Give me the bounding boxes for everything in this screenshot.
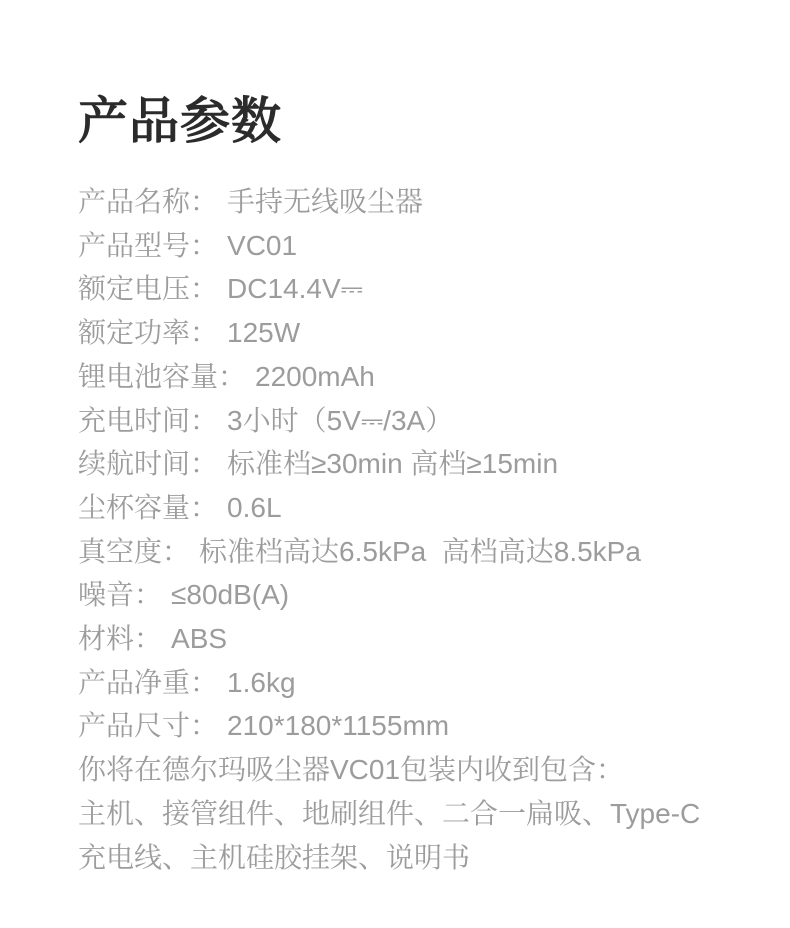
spec-row-dimensions — [78, 704, 740, 748]
spec-value: 2200mAh — [255, 360, 375, 392]
spec-row-vacuum-degree — [78, 530, 740, 574]
package-contents-line-2: 充电线、主机硅胶挂架、说明书 — [78, 841, 471, 873]
spec-label: 真空度： — [78, 535, 191, 567]
spec-row-noise — [78, 573, 740, 617]
spec-value: 3小时（5V⎓/3A） — [227, 404, 454, 436]
spec-label: 锂电池容量： — [78, 360, 247, 392]
spec-row-model — [78, 224, 740, 268]
spec-label: 额定电压： — [78, 273, 219, 305]
spec-label: 产品名称： — [78, 186, 219, 217]
spec-label: 产品型号： — [78, 229, 219, 261]
spec-value: 210*180*1155mm — [227, 710, 450, 742]
spec-row-charge-time — [78, 399, 740, 443]
spec-row-product-name — [78, 180, 740, 224]
spec-value: 标准档高达6.5kPa 高档高达8.5kPa — [199, 535, 641, 567]
spec-label: 材料： — [78, 623, 163, 655]
spec-row-net-weight — [78, 661, 740, 705]
spec-value: ABS — [171, 623, 228, 655]
spec-label: 产品净重： — [78, 666, 219, 698]
spec-value: 手持无线吸尘器 — [227, 186, 424, 217]
spec-row-rated-power — [78, 311, 740, 355]
spec-row-dust-cup-capacity — [78, 486, 740, 530]
spec-label: 续航时间： — [78, 448, 219, 480]
spec-label: 噪音： — [78, 579, 163, 611]
spec-row-rated-voltage — [78, 267, 740, 311]
spec-value: 1.6kg — [227, 666, 296, 698]
spec-label: 充电时间： — [78, 404, 219, 436]
page-title: 产品参数 — [78, 93, 282, 149]
spec-value: 125W — [227, 317, 301, 349]
package-contents-line-1: 主机、接管组件、地刷组件、二合一扁吸、Type-C — [78, 797, 701, 829]
spec-value: DC14.4V⎓ — [227, 273, 363, 305]
spec-row-material — [78, 617, 740, 661]
spec-value: 0.6L — [227, 491, 282, 523]
spec-label: 尘杯容量： — [78, 491, 219, 523]
spec-label: 额定功率： — [78, 317, 219, 349]
spec-value: ≤80dB(A) — [171, 579, 290, 611]
spec-value: VC01 — [227, 229, 298, 261]
spec-list — [78, 180, 740, 879]
spec-value: 标准档≥30min 高档≥15min — [227, 448, 559, 480]
spec-label: 产品尺寸： — [78, 710, 219, 742]
package-contents-intro: 你将在德尔玛吸尘器VC01包装内收到包含： — [78, 754, 625, 786]
spec-row-battery-capacity — [78, 355, 740, 399]
spec-row-runtime — [78, 442, 740, 486]
